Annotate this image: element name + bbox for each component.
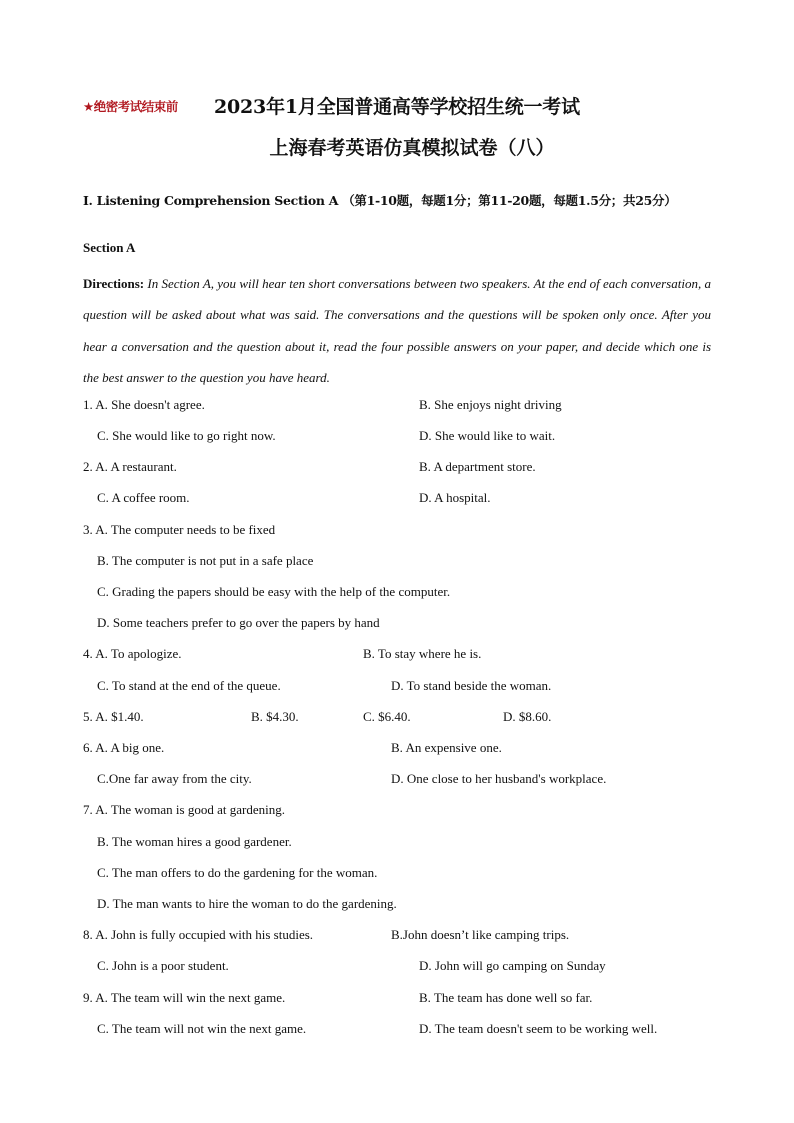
q1-option-c: C. She would like to go right now. [97,428,276,443]
q5-option-a: 5. A. $1.40. [83,709,144,724]
q7-option-c: C. The man offers to do the gardening for the woman. [97,865,378,880]
paper-title: 上海春考英语仿真模拟试卷（八） [269,137,555,159]
q8-option-d: D. John will go camping on Sunday [419,958,606,973]
q4-option-b: B. To stay where he is. [363,646,482,661]
q6-option-c: C.One far away from the city. [97,771,252,786]
q2-option-d: D. A hospital. [419,490,491,505]
q7-option-d: D. The man wants to hire the woman to do the gardening. [97,896,397,911]
q8-option-a: 8. A. John is fully occupied with his studies. [83,927,314,942]
q6-option-d: D. One close to her husband's workplace. [391,771,607,786]
q1-option-a: 1. A. She doesn't agree. [83,397,205,412]
q3-option-d: D. Some teachers prefer to go over the papers by hand [97,615,380,630]
q6-option-a: 6. A. A big one. [83,740,165,755]
q1-option-d: D. She would like to wait. [419,428,556,443]
q3-option-b: B. The computer is not put in a safe place [97,553,314,568]
q8-option-b: B.John doesn’t like camping trips. [391,927,570,942]
confidential-mark: ★绝密考试结束前 [83,99,178,114]
q4-option-c: C. To stand at the end of the queue. [97,678,281,693]
q9-option-c: C. The team will not win the next game. [97,1021,307,1036]
q1-option-b: B. She enjoys night driving [419,397,562,412]
part-heading: I. Listening Comprehension Section A （第1-10题，每题1分；第11-20题，每题1.5分；共25分） [83,193,677,208]
q5-option-b: B. $4.30. [251,709,299,724]
directions-paragraph [83,268,711,393]
exam-title: 2023年1月全国普通高等学校招生统一考试 [214,96,580,118]
section-heading: Section A [83,240,136,255]
q6-option-b: B. An expensive one. [391,740,502,755]
q7-option-a: 7. A. The woman is good at gardening. [83,802,285,817]
q9-option-b: B. The team has done well so far. [419,990,593,1005]
q2-option-c: C. A coffee room. [97,490,190,505]
q4-option-d: D. To stand beside the woman. [391,678,552,693]
q8-option-c: C. John is a poor student. [97,958,229,973]
q3-option-c: C. Grading the papers should be easy with the help of the computer. [97,584,451,599]
directions-text: In Section A, you will hear ten short conversations between two speakers. At the end of each conversation, a question will be asked about what was said. The conversations and the questions will be spoken only once. After you hear a conversation and the question about it, read the four possible answers on your paper, and decide which one is the best answer to the question you have heard. [83,276,711,385]
q7-option-b: B. The woman hires a good gardener. [97,834,292,849]
directions-label: Directions: [83,276,145,291]
q9-option-a: 9. A. The team will win the next game. [83,990,286,1005]
q2-option-a: 2. A. A restaurant. [83,459,177,474]
q3-option-a: 3. A. The computer needs to be fixed [83,522,276,537]
q4-option-a: 4. A. To apologize. [83,646,182,661]
q5-option-c: C. $6.40. [363,709,411,724]
q2-option-b: B. A department store. [419,459,536,474]
q9-option-d: D. The team doesn't seem to be working well. [419,1021,658,1036]
q5-option-d: D. $8.60. [503,709,552,724]
